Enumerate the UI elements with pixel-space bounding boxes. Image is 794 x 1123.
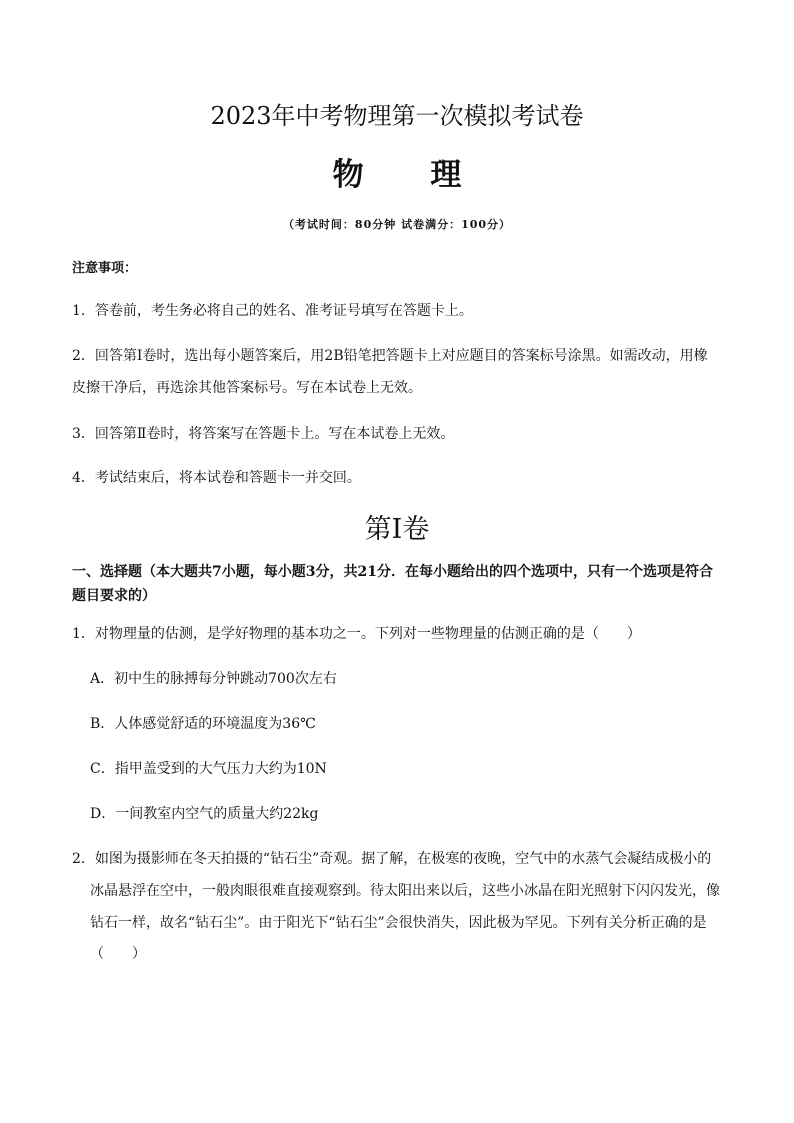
notice-heading: 注意事项： bbox=[72, 261, 138, 276]
notice-item-2-line-1: 2．回答第Ⅰ卷时，选出每小题答案后，用2B铅笔把答题卡上对应题目的答案标号涂黑。如需改动，用橡 bbox=[72, 348, 708, 364]
question-2-line-4: （ ） bbox=[90, 946, 146, 962]
question-2-line-1: 2．如图为摄影师在冬天拍摄的“钻石尘”奇观。据了解，在极寒的夜晚，空气中的水蒸气会凝结成极小的 bbox=[72, 851, 712, 867]
question-1-option-d: D．一间教室内空气的质量大约22kg bbox=[90, 806, 319, 822]
question-1-option-a: A．初中生的脉搏每分钟跳动700次左右 bbox=[90, 671, 337, 687]
exam-info: （考试时间：80分钟 试卷满分：100分） bbox=[282, 218, 512, 231]
notice-item-3: 3．回答第Ⅱ卷时，将答案写在答题卡上。写在本试卷上无效。 bbox=[72, 426, 455, 442]
subject-title: 物 理 bbox=[332, 157, 490, 193]
question-1-stem: 1．对物理量的估测，是学好物理的基本功之一。下列对一些物理量的估测正确的是（ ） bbox=[72, 626, 641, 642]
notice-item-1: 1．答卷前，考生务必将自己的姓名、准考证号填写在答题卡上。 bbox=[72, 303, 473, 319]
exam-title: 2023年中考物理第一次模拟考试卷 bbox=[210, 102, 584, 130]
question-1-option-b: B．人体感觉舒适的环境温度为36℃ bbox=[90, 716, 316, 732]
question-2-line-2: 冰晶悬浮在空中，一般肉眼很难直接观察到。待太阳出来以后，这些小冰晶在阳光照射下闪闪发光，像 bbox=[90, 883, 720, 899]
notice-item-4: 4．考试结束后，将本试卷和答题卡一并交回。 bbox=[72, 470, 361, 486]
section-instruction-line-2: 题目要求的） bbox=[72, 588, 156, 604]
notice-item-2-line-2: 皮擦干净后，再选涂其他答案标号。写在本试卷上无效。 bbox=[72, 380, 422, 396]
question-1-option-c: C．指甲盖受到的大气压力大约为10N bbox=[90, 761, 327, 777]
section-instruction-line-1: 一、选择题（本大题共7小题，每小题3分，共21分．在每小题给出的四个选项中，只有一个选项是符合 bbox=[72, 564, 713, 580]
section-title: 第Ⅰ卷 bbox=[364, 514, 430, 545]
question-2-line-3: 钻石一样，故名“钻石尘”。由于阳光下“钻石尘”会很快消失，因此极为罕见。下列有关分析正确的是 bbox=[90, 915, 707, 931]
